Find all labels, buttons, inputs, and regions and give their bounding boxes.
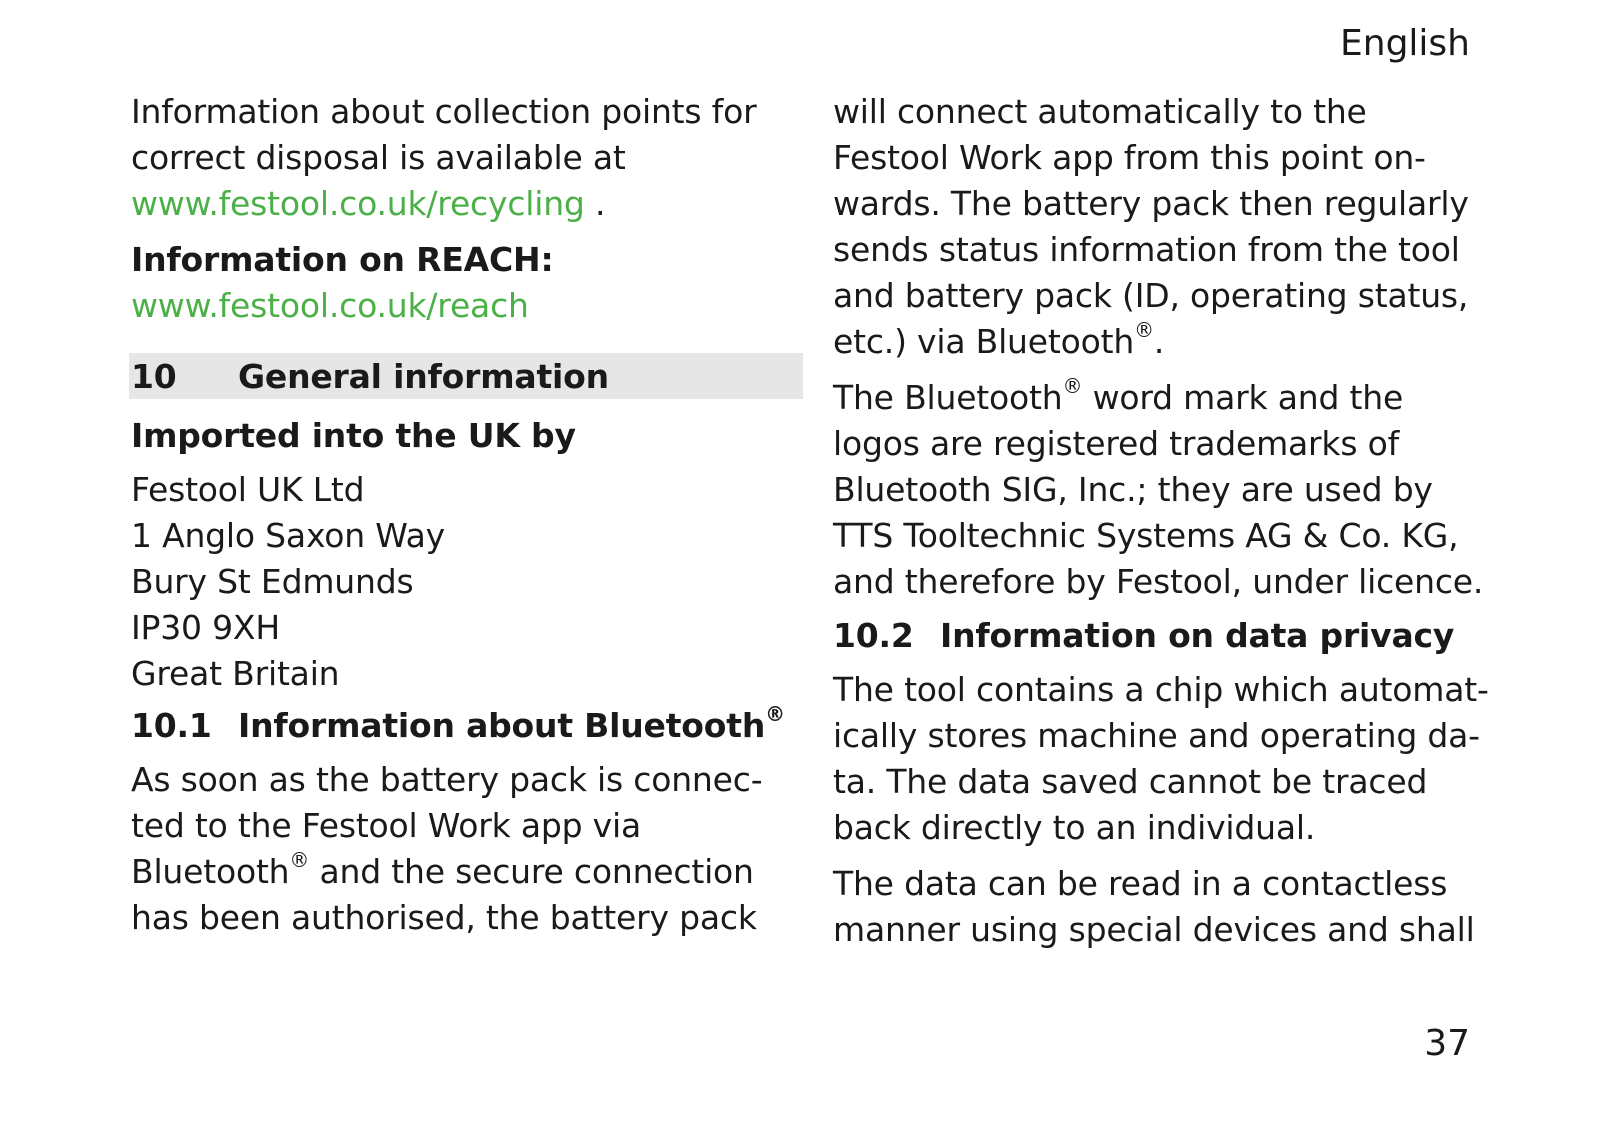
section-number: 10 [131, 356, 177, 396]
disposal-link-line [131, 181, 811, 227]
right-column [833, 89, 1513, 953]
address-line: 1 Anglo Saxon Way [131, 516, 445, 555]
paragraph-line [833, 319, 1513, 365]
paragraph-line [833, 375, 1513, 421]
privacy-paragraph [833, 667, 1513, 851]
paragraph-line: As soon as the battery pack is connec- [131, 760, 763, 799]
page-number: 37 [1424, 1023, 1470, 1064]
paragraph-line: TTS Tooltechnic Systems AG & Co. KG, [833, 516, 1459, 555]
subsection-title [238, 703, 785, 749]
registered-mark: ® [289, 848, 310, 872]
paragraph-line: ted to the Festool Work app via [131, 806, 641, 845]
paragraph-line: sends status information from the tool [833, 230, 1460, 269]
paragraph-text: and the secure connection [309, 852, 754, 891]
paragraph-line: manner using special devices and shall [833, 910, 1475, 949]
paragraph-text: The Bluetooth [833, 378, 1063, 417]
paragraph-text: word mark and the [1082, 378, 1404, 417]
paragraph-line: will connect automatically to the [833, 92, 1367, 131]
reach-link[interactable]: www.festool.co.uk/reach [131, 286, 529, 325]
disposal-text-line: Information about collection points for [131, 92, 757, 131]
connection-paragraph [833, 89, 1513, 365]
read-paragraph [833, 861, 1513, 953]
address-block [131, 467, 811, 697]
paragraph-line: Bluetooth SIG, Inc.; they are used by [833, 470, 1433, 509]
paragraph-text: . [1153, 322, 1165, 361]
paragraph-line: ta. The data saved cannot be traced [833, 762, 1428, 801]
paragraph-text: etc.) via Bluetooth [833, 322, 1135, 361]
bluetooth-word: Bluetooth [131, 852, 290, 891]
registered-mark: ® [765, 702, 785, 726]
paragraph-line: logos are registered trademarks of [833, 424, 1400, 463]
reach-heading: Information on REACH: [131, 240, 554, 279]
address-line: Bury St Edmunds [131, 562, 414, 601]
paragraph-line: and battery pack (ID, operating status, [833, 276, 1469, 315]
subsection-heading-10-2 [833, 613, 1513, 659]
address-line: IP30 9XH [131, 608, 280, 647]
language-label: English [1340, 23, 1470, 64]
paragraph-line: wards. The battery pack then regularly [833, 184, 1469, 223]
paragraph-line: ically stores machine and operating da- [833, 716, 1480, 755]
trademark-paragraph [833, 375, 1513, 605]
recycling-link[interactable]: www.festool.co.uk/recycling [131, 184, 585, 223]
paragraph-line: has been authorised, the battery pack [131, 898, 757, 937]
subsection-title-text: Information about Bluetooth [238, 706, 766, 745]
address-line: Festool UK Ltd [131, 470, 365, 509]
left-column [131, 89, 811, 941]
bluetooth-paragraph [131, 757, 811, 941]
registered-mark: ® [1134, 318, 1154, 342]
paragraph-line: back directly to an individual. [833, 808, 1316, 847]
subsection-title: Information on data privacy [940, 616, 1455, 655]
registered-mark: ® [1062, 374, 1083, 398]
disposal-text-line: correct disposal is available at [131, 138, 626, 177]
paragraph-line: Festool Work app from this point on- [833, 138, 1426, 177]
section-heading-10 [129, 353, 803, 399]
paragraph-line: and therefore by Festool, under licence. [833, 562, 1484, 601]
paragraph-line: The data can be read in a contactless [833, 864, 1448, 903]
imported-heading: Imported into the UK by [131, 416, 576, 455]
link-suffix: . [584, 184, 606, 223]
subsection-number: 10.2 [833, 616, 914, 655]
reach-link-line [131, 283, 811, 329]
paragraph-line [131, 849, 811, 895]
section-title: General information [238, 356, 609, 396]
address-line: Great Britain [131, 654, 340, 693]
subsection-heading-10-1 [131, 703, 811, 749]
paragraph-line: The tool contains a chip which automat- [833, 670, 1489, 709]
subsection-number: 10.1 [131, 706, 212, 745]
